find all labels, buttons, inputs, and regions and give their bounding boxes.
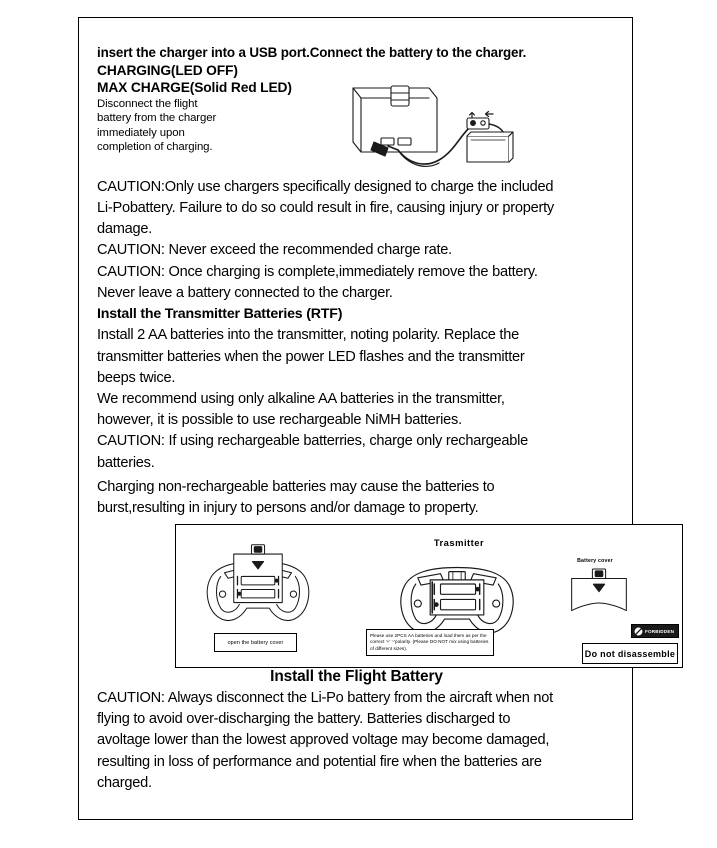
flight-battery-heading: Install the Flight Battery [270, 668, 443, 685]
battery-cover-illustration [566, 567, 632, 627]
usb-charger-battery-illustration [341, 80, 533, 175]
transmitter-text-line: CAUTION: If using rechargeable batterries, charge only rechargeable [97, 433, 529, 450]
transmitter-text-line: transmitter batteries when the power LED flashes and the transmitter [97, 348, 525, 365]
transmitter-text-line: Install 2 AA batteries into the transmitter, noting polarity. Replace the [97, 327, 519, 344]
flight-battery-block [97, 688, 616, 794]
forbidden-badge [631, 624, 679, 638]
charging-instruction-line: insert the charger into a USB port.Connect the battery to the charger. [97, 45, 527, 60]
transmitter-text-line: beeps twice. [97, 369, 176, 386]
disconnect-note-line: Disconnect the flight [97, 97, 198, 110]
transmitter-batteries-heading: Install the Transmitter Batteries (RTF) [97, 306, 343, 323]
flight-battery-line: avoltage lower than the lowest approved voltage may become damaged, [97, 732, 550, 749]
caution-line: Never leave a battery connected to the charger. [97, 284, 393, 301]
disconnect-note-line: battery from the charger [97, 112, 217, 125]
flight-battery-line: resulting in loss of performance and potential fire when the batteries are [97, 753, 542, 770]
transmitter-diagram-panel [175, 524, 683, 668]
caption-do-not-disassemble-text: Do not disassemble [584, 649, 676, 659]
transmitter-text-line: burst,resulting in injury to persons and/or damage to property. [97, 499, 479, 516]
forbidden-badge-text: FORBIDDEN [645, 628, 675, 634]
charger-illustration-svg [341, 80, 533, 175]
disconnect-note-line: completion of charging. [97, 141, 213, 154]
caption-battery-polarity [366, 629, 494, 656]
flight-battery-line: CAUTION: Always disconnect the Li-Po battery from the aircraft when not [97, 690, 553, 706]
transmitter-text-line: however, it is possible to use rechargeable NiMH batteries. [97, 412, 462, 429]
transmitter-cover-on-svg [202, 541, 314, 638]
caution-line: damage. [97, 221, 153, 238]
flight-battery-line: flying to avoid over-discharging the battery. Batteries discharged to [97, 711, 511, 728]
page-border [78, 17, 676, 820]
charging-status-max-charge: MAX CHARGE(Solid Red LED) [97, 80, 292, 95]
disconnect-note [97, 97, 307, 155]
flight-battery-section [97, 666, 616, 794]
caption-do-not-disassemble [582, 643, 678, 664]
caution-line: Li-Pobattery. Failure to do so could result in fire, causing injury or property [97, 200, 554, 217]
caption-battery-polarity-text: Please use 2PCS AA batteries and load them as per the correct '+' '-'polarity. (Please DO NOT mix using batteries of different sizes). [370, 633, 489, 651]
battery-cover-label: Battery cover [577, 558, 613, 564]
charging-status-led-off: CHARGING(LED OFF) [97, 62, 238, 78]
prohibition-icon [633, 626, 644, 637]
disconnect-note-line: immediately upon [97, 126, 185, 139]
transmitter-text-line: We recommend using only alkaline AA batteries in the transmitter, [97, 390, 505, 407]
transmitter-batteries-block [97, 325, 616, 519]
transmitter-text-line: batteries. [97, 454, 155, 471]
caption-open-battery-cover [214, 633, 297, 652]
charger-cautions-block [97, 177, 616, 304]
caution-line: CAUTION:Only use chargers specifically designed to charge the included [97, 178, 554, 195]
caution-line: CAUTION: Never exceed the recommended charge rate. [97, 242, 452, 259]
flight-battery-line: charged. [97, 774, 152, 791]
caution-line: CAUTION: Once charging is complete,immediately remove the battery. [97, 263, 538, 280]
transmitter-diagram-title: Trasmitter [433, 537, 485, 548]
battery-cover-svg [566, 567, 632, 622]
transmitter-text-line: Charging non-rechargeable batteries may cause the batteries to [97, 478, 495, 495]
caption-open-battery-cover-text: open the battery cover [227, 640, 284, 646]
transmitter-with-cover-illustration [202, 541, 314, 643]
